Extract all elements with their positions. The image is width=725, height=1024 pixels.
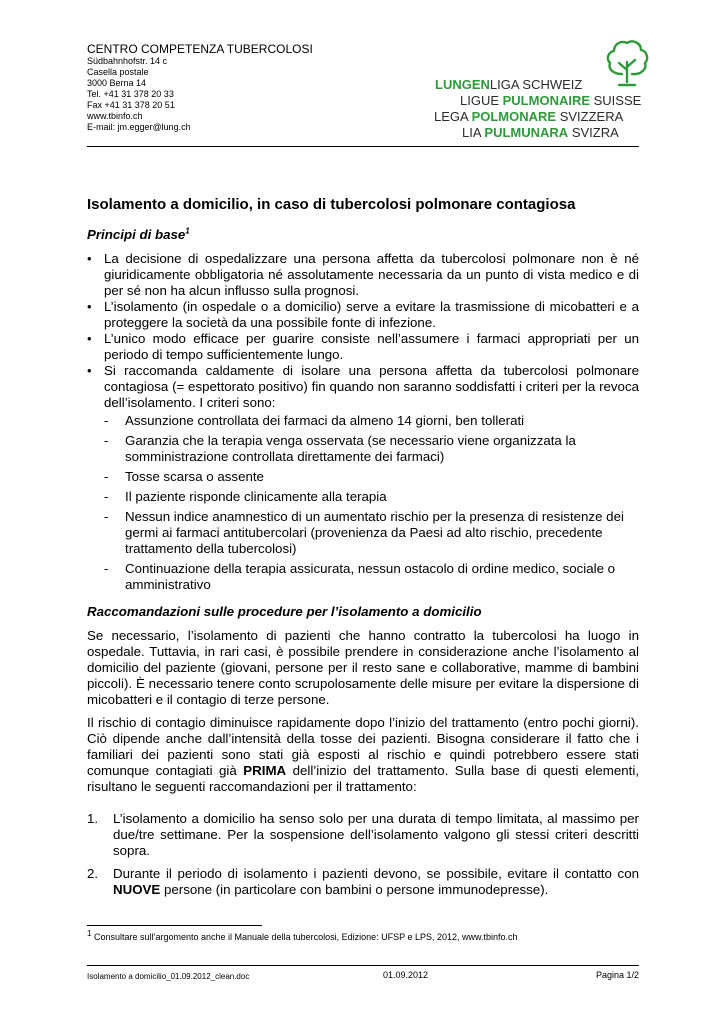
- footnote: [87, 929, 639, 943]
- logo-text-part: LIGUE: [460, 93, 503, 108]
- document-body: [87, 196, 639, 905]
- logo-text-part: LEGA: [434, 109, 472, 124]
- item-text: persone (in particolare con bambini o persone immunodepresse).: [160, 882, 549, 897]
- email-line: E-mail: jm.egger@lung.ch: [87, 122, 191, 132]
- lung-league-logo: [432, 38, 644, 138]
- criteria-item: - Nessun indice anamnestico di un aumentato rischio per la presenza di resistenze dei germi ai farmaci antitubercolari (provenienza da Paesi ad alto rischio, precedente trattamento della tubercolosi): [104, 509, 639, 557]
- logo-text-part: SVIZRA: [568, 125, 619, 140]
- footnote-reference: 1: [185, 226, 190, 236]
- footer-date: 01.09.2012: [383, 970, 429, 980]
- logo-text-part: LIA: [462, 125, 485, 140]
- logo-highlight: PULMUNARA: [484, 125, 569, 140]
- logo-text-part: SVIZZERA: [556, 109, 624, 124]
- logo-highlight: LUNGEN: [435, 77, 490, 92]
- paragraph-text: Il rischio di contagio diminuisce rapidamente dopo l’inizio del trattamento (entro pochi giorni). Ciò dipende anche dall’intensità della tosse dei pazienti. Bisogna considerare il fatto che i familiari dei pazienti sono stati già esposti al rischio e quindi potrebbero essere stati comunque contagiati già: [87, 715, 639, 778]
- phone-line: Tel. +41 31 378 20 33: [87, 89, 174, 99]
- address-line: Südbahnhofstr. 14 c: [87, 56, 168, 66]
- organization-name: CENTRO COMPETENZA TUBERCOLOSI: [87, 42, 313, 56]
- numbered-item: [87, 811, 639, 859]
- item-text: Durante il periodo di isolamento i pazienti devono, se possibile, evitare il contatto con: [113, 866, 639, 881]
- section-heading-text: Principi di base: [87, 227, 186, 242]
- logo-highlight: PULMONAIRE: [502, 93, 591, 108]
- header-divider: [87, 146, 639, 147]
- section-heading-procedures: Raccomandazioni sulle procedure per l’isolamento a domicilio: [87, 604, 482, 619]
- address-line: 3000 Berna 14: [87, 78, 147, 88]
- footnote-divider: [87, 925, 262, 926]
- address-line: Casella postale: [87, 67, 149, 77]
- footer-page-number: Pagina 1/2: [595, 970, 639, 980]
- numbered-item: [87, 866, 639, 898]
- list-item-text: Si raccomanda caldamente di isolare una persona affetta da tubercolosi polmonare contagiosa (= espettorato positivo) fin quando non saranno soddisfatti i criteri per la revoca dell’isolamento. I criteri sono:: [104, 363, 639, 410]
- emphasis-text: NUOVE: [113, 882, 161, 897]
- logo-line-french: [432, 93, 644, 109]
- criteria-item: - Assunzione controllata dei farmaci da almeno 14 giorni, ben tollerati: [104, 413, 639, 429]
- logo-text: [432, 77, 644, 141]
- logo-line-german: [432, 77, 644, 93]
- paragraph-text: dell’inizio del trattamento. Sulla base di questi elementi, risultano le seguenti raccomandazioni per il trattamento:: [87, 763, 640, 794]
- criteria-item: - Garanzia che la terapia venga osservata (se necessario viene organizzata la somministrazione controllata direttamente dei farmaci): [104, 433, 639, 465]
- item-number: 2.: [87, 866, 99, 881]
- emphasis-text: PRIMA: [243, 763, 287, 778]
- logo-text-part: LIGA SCHWEIZ: [489, 77, 583, 92]
- item-text: L’isolamento a domicilio ha senso solo per una durata di tempo limitata, al massimo per due/tre settimane. Per la sospensione dell’isolamento valgono gli stessi criteri descritti sopra.: [113, 811, 639, 858]
- logo-line-romansh: [432, 125, 644, 141]
- footer-divider: [87, 965, 639, 966]
- paragraph: [87, 715, 639, 795]
- logo-line-italian: [432, 109, 644, 125]
- list-item: • L’unico modo efficace per guarire consiste nell’assumere i farmaci appropriati per un periodo di tempo sufficientemente lungo.: [87, 331, 639, 363]
- recommendations-list: [87, 811, 639, 898]
- list-item: • L’isolamento (in ospedale o a domicilio) serve a evitare la trasmissione di micobatteri e a proteggere la società da una possibile fonte di infezione.: [87, 299, 639, 331]
- footnote-mark: 1: [87, 929, 92, 938]
- organization-block: [87, 42, 407, 133]
- document-title: Isolamento a domicilio, in caso di tubercolosi polmonare contagiosa: [87, 196, 576, 213]
- logo-text-part: SUISSE: [590, 93, 642, 108]
- principles-list: [87, 251, 639, 593]
- criteria-item: - Il paziente risponde clinicamente alla terapia: [104, 489, 639, 505]
- list-item: • La decisione di ospedalizzare una persona affetta da tubercolosi polmonare non è né giuridicamente obbligatoria né assolutamente necessaria da un punto di vista medico e di per sé non ha alcun influsso sulla prognosi.: [87, 251, 639, 299]
- footer-filename: Isolamento a domicilio_01.09.2012_clean.doc: [87, 972, 250, 981]
- footnote-text: Consultare sull’argomento anche il Manuale della tubercolosi, Edizione: UFSP e LPS, 2012, www.tbinfo.ch: [91, 932, 518, 942]
- criteria-item: - Continuazione della terapia assicurata, nessun ostacolo di ordine medico, sociale o amministrativo: [104, 561, 639, 593]
- fax-line: Fax +41 31 378 20 51: [87, 100, 175, 110]
- section-heading-principles: [87, 226, 639, 243]
- criteria-list: [104, 413, 639, 593]
- page-footer: [87, 969, 639, 983]
- list-item: [87, 363, 639, 593]
- website-line: www.tbinfo.ch: [87, 111, 143, 121]
- paragraph: Se necessario, l’isolamento di pazienti che hanno contratto la tubercolosi ha luogo in ospedale. Tuttavia, in rari casi, è possibile prendere in considerazione anche l’isolamento al domicilio del paziente (giovani, persone per il resto sane e collaborative, mamme di bambini piccoli). È necessario tenere conto scrupolosamente delle misure per evitare la dispersione di micobatteri e il contagio di terze persone.: [87, 628, 639, 707]
- logo-highlight: POLMONARE: [471, 109, 557, 124]
- item-number: 1.: [87, 811, 99, 826]
- criteria-item: - Tosse scarsa o assente: [104, 469, 639, 485]
